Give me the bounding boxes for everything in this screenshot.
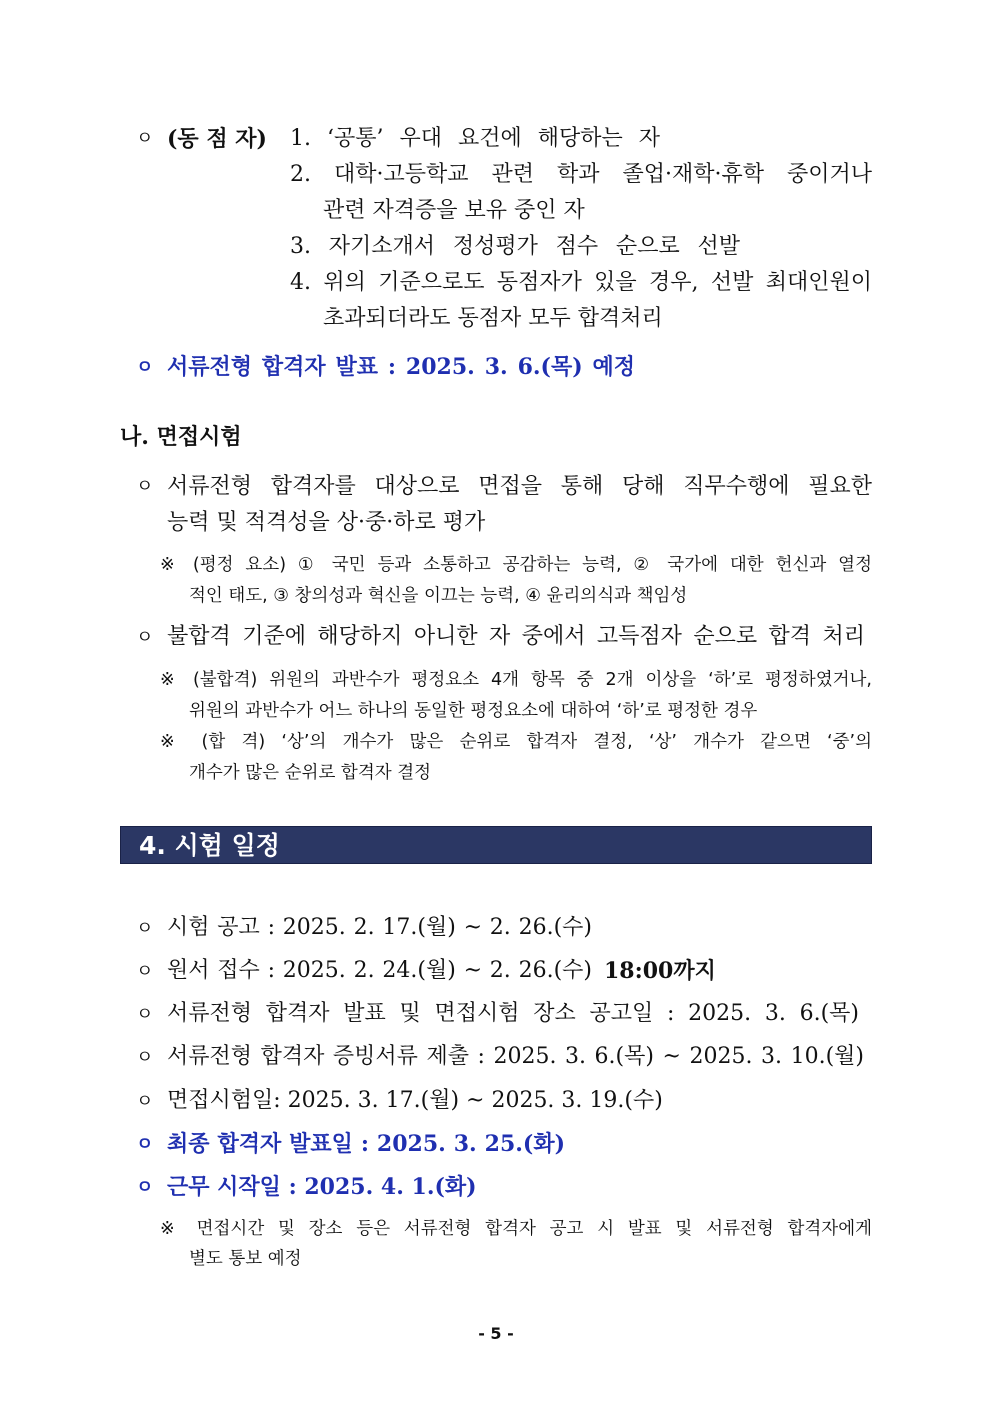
bullet-icon: ㅇ — [136, 476, 154, 497]
interview-heading: 나. 면접시험 — [120, 424, 242, 450]
schedule-item-doc-result: 서류전형 합격자 발표 및 면접시험 장소 공고일 : 2025. 3. 6.(목) — [167, 1001, 859, 1026]
bullet-icon: ㅇ — [136, 1047, 154, 1068]
pass-criteria-note-line-1: ※ (합 격) ‘상’의 개수가 많은 순위로 합격자 결정, ‘상’ 개수가 같으면 ‘중’의 — [160, 732, 872, 752]
bullet-icon: ㅇ — [136, 918, 154, 939]
bullet-icon: ㅇ — [136, 1177, 154, 1198]
bullet-icon: ㅇ — [136, 961, 154, 982]
tiebreak-label: (동 점 자) — [167, 126, 267, 152]
fail-criteria-note-line-2: 위원의 과반수가 어느 하나의 동일한 평정요소에 대하여 ‘하’로 평정한 경우 — [189, 701, 758, 721]
tiebreak-item-1: 1. ‘공통’ 우대 요건에 해당하는 자 — [290, 126, 660, 151]
page-number: - 5 - — [478, 1324, 514, 1343]
schedule-item-final-result: 최종 합격자 발표일 : 2025. 3. 25.(화) — [167, 1131, 565, 1157]
schedule-item-interview: 면접시험일: 2025. 3. 17.(월) ~ 2025. 3. 19.(수) — [167, 1088, 663, 1113]
interview-item-1-line-2: 능력 및 적격성을 상·중·하로 평가 — [167, 510, 486, 535]
schedule-item-start-date: 근무 시작일 : 2025. 4. 1.(화) — [167, 1174, 477, 1200]
tiebreak-item-2-cont: 관련 자격증을 보유 중인 자 — [323, 198, 585, 223]
schedule-note-line-2: 별도 통보 예정 — [189, 1249, 302, 1269]
tiebreak-item-2: 2. 대학·고등학교 관련 학과 졸업·재학·휴학 중이거나 — [290, 162, 872, 187]
schedule-item-application: 원서 접수 : 2025. 2. 24.(월) ~ 2. 26.(수) — [167, 958, 592, 983]
schedule-item-announcement: 시험 공고 : 2025. 2. 17.(월) ~ 2. 26.(수) — [167, 915, 592, 940]
section-header — [120, 826, 872, 864]
schedule-item-application-deadline: 18:00까지 — [604, 958, 716, 984]
section-title: 4. 시험 일정 — [139, 831, 280, 860]
pass-criteria-note-line-2: 개수가 많은 순위로 합격자 결정 — [189, 763, 432, 783]
tiebreak-item-4: 4. 위의 기준으로도 동점자가 있을 경우, 선발 최대인원이 — [290, 270, 872, 295]
evaluation-note-line-2: 적인 태도, ③ 창의성과 혁신을 이끄는 능력, ④ 윤리의식과 책임성 — [189, 586, 688, 606]
interview-item-2: 불합격 기준에 해당하지 아니한 자 중에서 고득점자 순으로 합격 처리 — [167, 624, 865, 649]
bullet-icon: ㅇ — [136, 627, 154, 648]
interview-item-1-line-1: 서류전형 합격자를 대상으로 면접을 통해 당해 직무수행에 필요한 — [167, 474, 872, 499]
schedule-item-document-submission: 서류전형 합격자 증빙서류 제출 : 2025. 3. 6.(목) ~ 2025. 3. 10.(월) — [167, 1044, 864, 1069]
bullet-icon: ㅇ — [136, 128, 154, 149]
schedule-note-line-1: ※ 면접시간 및 장소 등은 서류전형 합격자 공고 시 발표 및 서류전형 합격자에게 — [160, 1219, 872, 1239]
fail-criteria-note-line-1: ※ (불합격) 위원의 과반수가 평정요소 4개 항목 중 2개 이상을 ‘하’로 평정하였거나, — [160, 670, 872, 690]
bullet-icon: ㅇ — [136, 1091, 154, 1112]
bullet-icon: ㅇ — [136, 1134, 154, 1155]
evaluation-note-line-1: ※ (평정 요소) ① 국민 등과 소통하고 공감하는 능력, ② 국가에 대한 헌신과 열정 — [160, 555, 872, 575]
bullet-icon: ㅇ — [136, 1004, 154, 1025]
tiebreak-item-3: 3. 자기소개서 정성평가 점수 순으로 선발 — [290, 234, 740, 259]
tiebreak-item-4-cont: 초과되더라도 동점자 모두 합격처리 — [323, 306, 663, 331]
bullet-icon: ㅇ — [136, 357, 154, 378]
doc-result-announcement: 서류전형 합격자 발표 : 2025. 3. 6.(목) 예정 — [167, 354, 635, 380]
